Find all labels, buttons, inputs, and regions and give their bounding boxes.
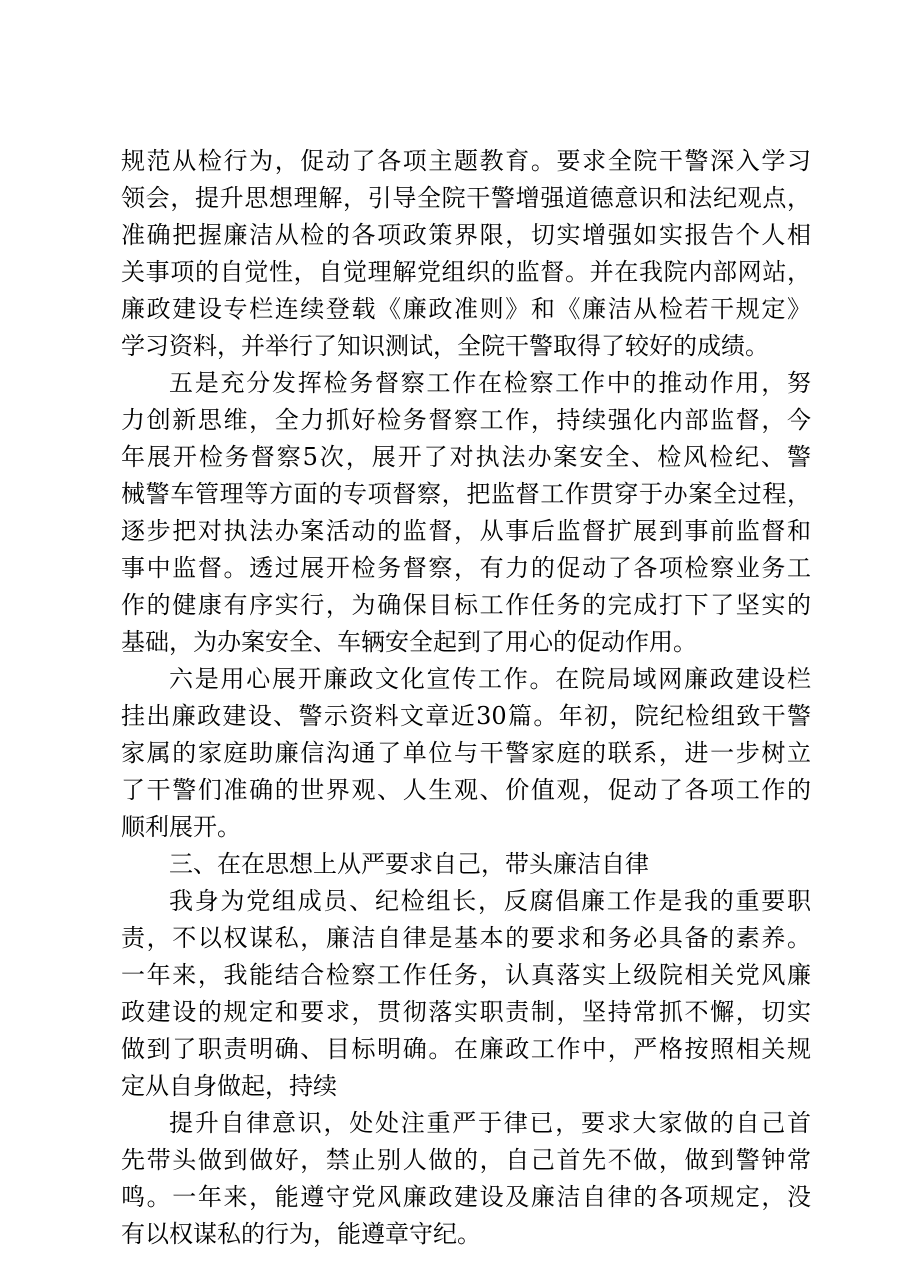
paragraph-line: 政建设的规定和要求，贯彻落实职责制，坚持常抓不懈，切实: [121, 998, 811, 1026]
paragraph-line: 挂出廉政建设、警示资料文章近30篇。年初，院纪检组致干警: [121, 702, 811, 730]
section-heading-text: 三、在在思想上从严要求自己，带头廉洁自律: [169, 850, 649, 878]
paragraph-line: 家属的家庭助廉信沟通了单位与干警家庭的联系，进一步树立: [121, 739, 811, 767]
paragraph-line: 力创新思维，全力抓好检务督察工作，持续强化内部监督，今: [121, 406, 811, 434]
paragraph-line: 提升自律意识，处处注重严于律已，要求大家做的自己首: [169, 1109, 811, 1137]
paragraph-line: 做到了职责明确、目标明确。在廉政工作中，严格按照相关规: [121, 1035, 811, 1063]
paragraph-line: 了干警们准确的世界观、人生观、价值观，促动了各项工作的: [121, 776, 811, 804]
paragraph-line: 领会，提升思想理解，引导全院干警增强道德意识和法纪观点，: [121, 184, 811, 212]
paragraph-line: 有以权谋私的行为，能遵章守纪。: [121, 1220, 481, 1248]
paragraph-line: 事中监督。透过展开检务督察，有力的促动了各项检察业务工: [121, 554, 811, 582]
paragraph-line: 鸣。一年来，能遵守党风廉政建设及廉洁自律的各项规定，没: [121, 1183, 811, 1211]
paragraph-line: 五是充分发挥检务督察工作在检察工作中的推动作用，努: [169, 369, 811, 397]
paragraph-line: 准确把握廉洁从检的各项政策界限，切实增强如实报告个人相: [121, 221, 811, 249]
paragraph-line: 我身为党组成员、纪检组长，反腐倡廉工作是我的重要职: [169, 887, 811, 915]
paragraph-line: 规范从检行为，促动了各项主题教育。要求全院干警深入学习: [121, 147, 811, 175]
paragraph-3: [121, 661, 811, 846]
paragraph-line: 基础，为办案安全、车辆安全起到了用心的促动作用。: [121, 628, 697, 656]
section-heading: [121, 846, 811, 883]
paragraph-line: 作的健康有序实行，为确保目标工作任务的完成打下了坚实的: [121, 591, 811, 619]
paragraph-line: 先带头做到做好，禁止别人做的，自己首先不做，做到警钟常: [121, 1146, 811, 1174]
paragraph-6: [121, 1105, 811, 1253]
paragraph-line: 六是用心展开廉政文化宣传工作。在院局域网廉政建设栏: [169, 665, 811, 693]
paragraph-line: 一年来，我能结合检察工作任务，认真落实上级院相关党风廉: [121, 961, 811, 989]
paragraph-line: 关事项的自觉性，自觉理解党组织的监督。并在我院内部网站，: [121, 258, 811, 286]
document-body: [121, 143, 811, 1253]
paragraph-line: 廉政建设专栏连续登载《廉政准则》和《廉洁从检若干规定》: [121, 295, 811, 323]
paragraph-1: [121, 143, 811, 365]
paragraph-line: 顺利展开。: [121, 813, 241, 841]
paragraph-line: 学习资料，并举行了知识测试，全院干警取得了较好的成绩。: [121, 332, 769, 360]
paragraph-line: 械警车管理等方面的专项督察，把监督工作贯穿于办案全过程，: [121, 480, 811, 508]
paragraph-line: 年展开检务督察5次，展开了对执法办案安全、检风检纪、警: [121, 443, 811, 471]
paragraph-line: 定从自身做起，持续: [121, 1072, 337, 1100]
paragraph-2: [121, 365, 811, 661]
paragraph-line: 逐步把对执法办案活动的监督，从事后监督扩展到事前监督和: [121, 517, 811, 545]
paragraph-line: 责，不以权谋私，廉洁自律是基本的要求和务必具备的素养。: [121, 924, 811, 952]
paragraph-5: [121, 883, 811, 1105]
